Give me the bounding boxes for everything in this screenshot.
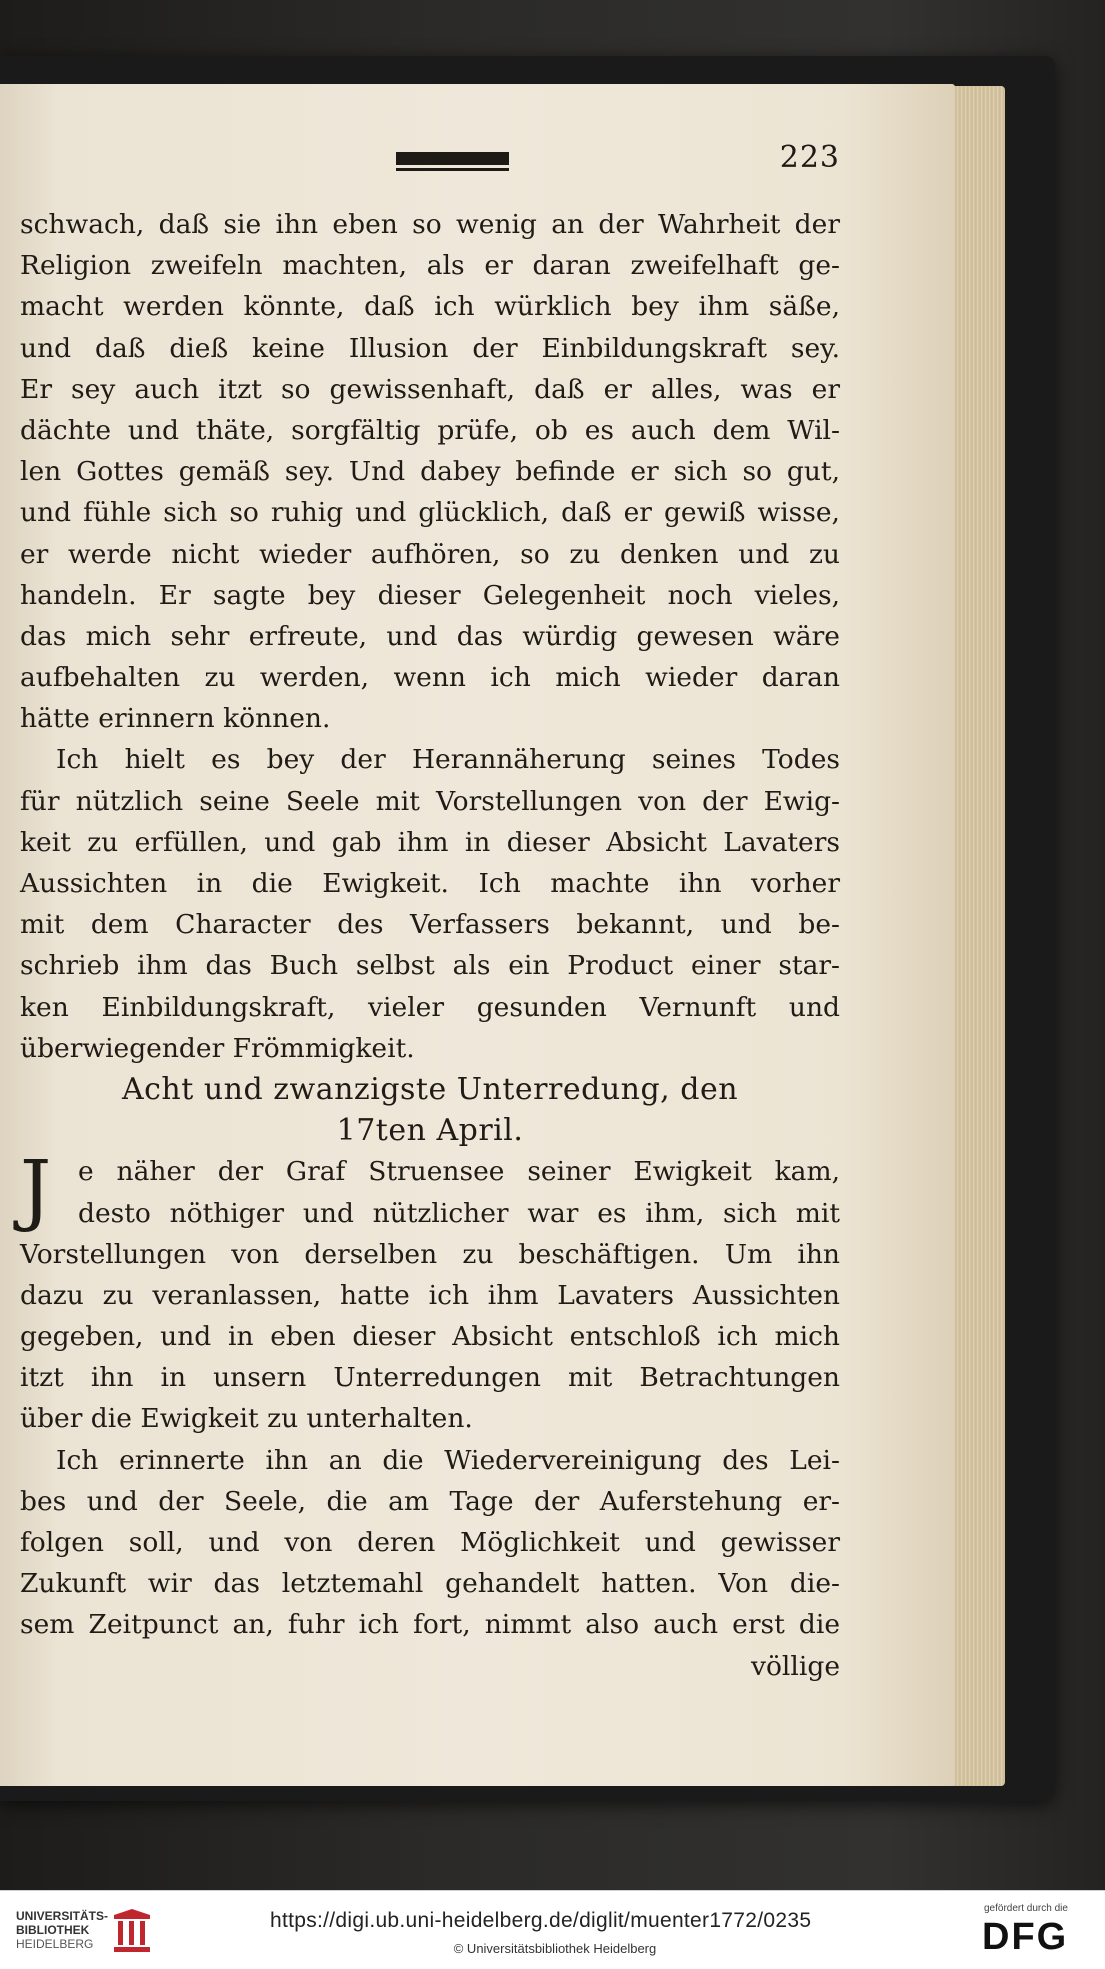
text-line: bes und der Seele, die am Tage der Auferstehung er- — [20, 1485, 840, 1517]
university-library-logo[interactable] — [16, 1909, 108, 1951]
text-line: das mich sehr erfreute, und das würdig gewesen wäre — [20, 620, 840, 652]
logo-line: HEIDELBERG — [16, 1937, 94, 1951]
text-line: keit zu erfüllen, und gab ihm in dieser Absicht Lavaters — [20, 826, 840, 858]
text-line: gegeben, und in eben dieser Absicht entschloß ich mich — [20, 1321, 840, 1353]
text-line: ken Einbildungskraft, vieler gesunden Vernunft und — [20, 991, 840, 1023]
text-line: schrieb ihm das Buch selbst als ein Product einer star- — [20, 950, 840, 982]
footer-bar — [0, 1890, 1105, 1969]
text-line: dazu zu veranlassen, hatte ich ihm Lavaters Aussichten — [20, 1279, 840, 1311]
text-line: über die Ewigkeit zu unterhalten. — [20, 1403, 473, 1435]
text-line: schwach, daß sie ihn eben so wenig an der Wahrheit der — [20, 209, 840, 240]
text-line: mit dem Character des Verfassers bekannt, und be- — [20, 909, 840, 941]
text-line: er werde nicht wieder aufhören, so zu denken und zu — [20, 538, 840, 570]
page-text — [20, 204, 840, 1687]
logo-line: UNIVERSITÄTS- — [16, 1909, 109, 1923]
text-line: Ich hielt es bey der Herannäherung seines Todes — [56, 744, 840, 776]
header-ornament-rule — [396, 152, 509, 165]
text-line: Religion zweifeln machten, als er daran zweifelhaft ge- — [20, 250, 840, 282]
dfg-logo[interactable]: DFG — [982, 1916, 1069, 1958]
section-heading-date: 17ten April. — [336, 1113, 524, 1149]
text-line: Aussichten in die Ewigkeit. Ich machte ihn vorher — [20, 868, 840, 899]
funding-note: gefördert durch die — [984, 1903, 1068, 1914]
section-heading: Acht und zwanzigste Unterredung, den — [121, 1071, 739, 1107]
text-line: und fühle sich so ruhig und glücklich, daß er gewiß wisse, — [20, 497, 840, 529]
text-line: macht werden könnte, daß ich würklich bey ihm säße, — [20, 291, 840, 323]
library-emblem-icon — [110, 1905, 154, 1957]
text-line: überwiegender Frömmigkeit. — [20, 1032, 415, 1064]
text-line: dächte und thäte, sorgfältig prüfe, ob es auch dem Wil- — [20, 414, 840, 446]
document-url-link[interactable]: https://digi.ub.uni-heidelberg.de/diglit/muenter1772/0235 — [270, 1909, 812, 1932]
text-line: sem Zeitpunct an, fuhr ich fort, nimmt also auch erst die — [20, 1609, 840, 1641]
drop-cap: J — [20, 1145, 52, 1236]
text-line: handeln. Er sagte bey dieser Gelegenheit noch vieles, — [20, 579, 840, 611]
drop-cap-paragraph — [20, 1145, 840, 1439]
text-line: len Gottes gemäß sey. Und dabey befinde er sich so gut, — [20, 456, 840, 488]
text-line: e näher der Graf Struensee seiner Ewigkeit kam, — [78, 1156, 840, 1188]
text-line: für nützlich seine Seele mit Vorstellungen von der Ewig- — [20, 785, 840, 817]
text-line: itzt ihn in unsern Unterredungen mit Betrachtungen — [20, 1362, 840, 1394]
text-line: desto nöthiger und nützlicher war es ihm, sich mit — [78, 1197, 840, 1229]
copyright-notice: © Universitätsbibliothek Heidelberg — [453, 1941, 657, 1956]
logo-line: BIBLIOTHEK — [16, 1923, 90, 1937]
text-line: Vorstellungen von derselben zu beschäftigen. Um ihn — [20, 1238, 840, 1270]
catchword: völlige — [751, 1650, 840, 1682]
text-line: Ich erinnerte ihn an die Wiedervereinigung des Lei- — [56, 1444, 840, 1476]
text-line: hätte erinnern können. — [20, 703, 331, 735]
text-line: aufbehalten zu werden, wenn ich mich wieder daran — [20, 662, 840, 694]
text-line: Er sey auch itzt so gewissenhaft, daß er alles, was er — [20, 373, 840, 405]
text-line: und daß dieß keine Illusion der Einbildungskraft sey. — [20, 332, 840, 364]
text-line: Zukunft wir das letztemahl gehandelt hatten. Von die- — [20, 1568, 840, 1600]
text-line: folgen soll, und von deren Möglichkeit und gewisser — [20, 1527, 840, 1558]
page-number: 223 — [779, 140, 840, 175]
